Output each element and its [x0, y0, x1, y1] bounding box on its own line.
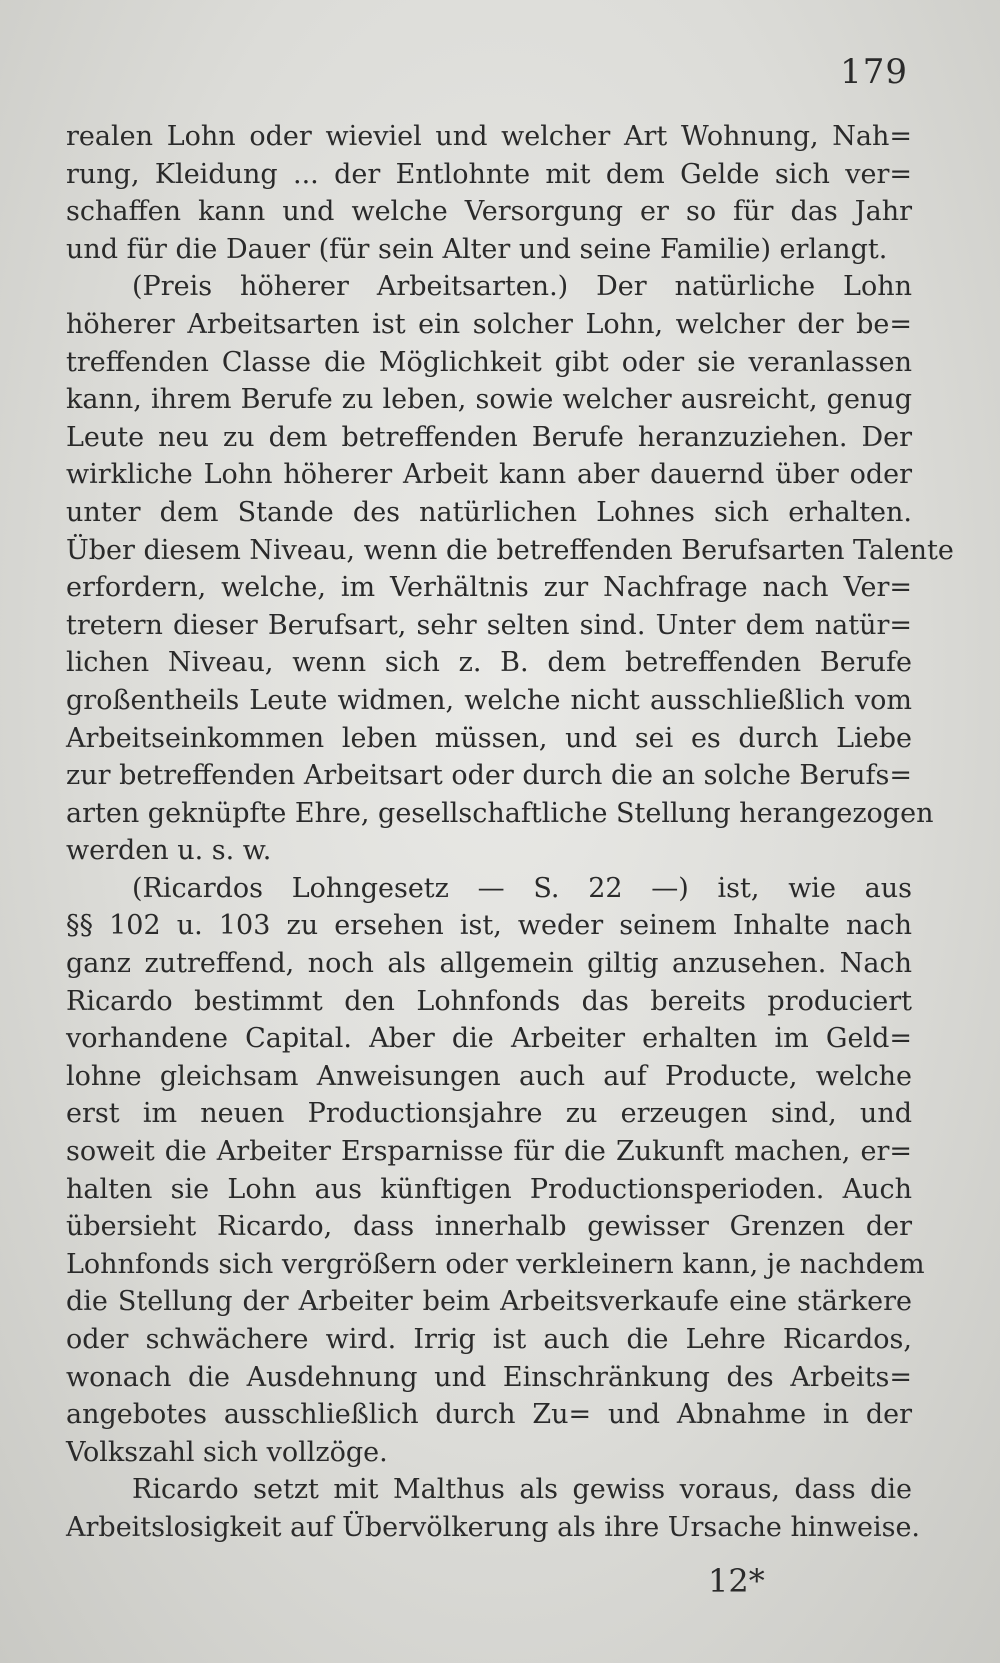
text-line: ganz zutreffend, noch als allgemein giltig anzusehen. Nach — [66, 948, 912, 980]
body-text — [66, 118, 954, 1547]
text-line: oder schwächere wird. Irrig ist auch die Lehre Ricardos, — [66, 1324, 912, 1355]
text-line: übersieht Ricardo, dass innerhalb gewisser Grenzen der — [66, 1211, 912, 1243]
text-line: kann, ihrem Berufe zu leben, sowie welcher ausreicht, genug — [66, 384, 912, 416]
text-line: schaffen kann und welche Versorgung er so für das Jahr — [66, 196, 912, 228]
text-line: §§ 102 u. 103 zu ersehen ist, weder seinem Inhalte nach — [66, 910, 912, 942]
text-line: Volkszahl sich vollzöge. — [66, 1436, 388, 1468]
text-line: lohne gleichsam Anweisungen auch auf Producte, welche — [66, 1060, 912, 1092]
text-line: soweit die Arbeiter Ersparnisse für die Zukunft machen, er= — [66, 1136, 912, 1168]
text-line: rung, Kleidung ... der Entlohnte mit dem Gelde sich ver= — [66, 158, 912, 190]
text-line: unter dem Stande des natürlichen Lohnes sich erhalten. — [66, 496, 912, 528]
text-line: Arbeitseinkommen leben müssen, und sei es durch Liebe — [66, 722, 912, 754]
text-line: zur betreffenden Arbeitsart oder durch die an solche Berufs= — [66, 760, 912, 792]
text-line: werden u. s. w. — [66, 835, 272, 867]
text-line: wirkliche Lohn höherer Arbeit kann aber dauernd über oder — [66, 459, 912, 491]
text-line: vorhandene Capital. Aber die Arbeiter erhalten im Geld= — [66, 1023, 912, 1055]
text-line: lichen Niveau, wenn sich z. B. dem betreffenden Berufe — [66, 647, 912, 679]
text-line: tretern dieser Berufsart, sehr selten sind. Unter dem natür= — [66, 609, 912, 641]
page-number: 179 — [840, 52, 908, 92]
text-line: Über diesem Niveau, wenn die betreffenden Berufsarten Talente — [66, 534, 954, 566]
text-line: wonach die Ausdehnung und Einschränkung des Arbeits= — [66, 1361, 912, 1393]
text-line: realen Lohn oder wieviel und welcher Art Wohnung, Nah= — [66, 121, 912, 152]
text-line: Leute neu zu dem betreffenden Berufe heranzuziehen. Der — [66, 421, 912, 453]
text-line: arten geknüpfte Ehre, gesellschaftliche Stellung herangezogen — [66, 797, 934, 829]
text-line: Ricardo setzt mit Malthus als gewiss voraus, dass die — [132, 1474, 912, 1506]
text-line: (Preis höherer Arbeitsarten.) Der natürliche Lohn — [132, 271, 912, 303]
text-line: erfordern, welche, im Verhältnis zur Nachfrage nach Ver= — [66, 572, 912, 604]
text-line: großentheils Leute widmen, welche nicht ausschließlich vom — [66, 684, 912, 716]
signature-mark: 12* — [708, 1562, 765, 1600]
text-line: treffenden Classe die Möglichkeit gibt oder sie veranlassen — [66, 346, 912, 378]
text-line: höherer Arbeitsarten ist ein solcher Lohn, welcher der be= — [66, 308, 912, 340]
text-line: Lohnfonds sich vergrößern oder verkleinern kann, je nachdem — [66, 1248, 925, 1280]
text-line: die Stellung der Arbeiter beim Arbeitsverkaufe eine stärkere — [66, 1286, 912, 1318]
text-line: und für die Dauer (für sein Alter und seine Familie) erlangt. — [66, 233, 888, 265]
text-line: halten sie Lohn aus künftigen Productionsperioden. Auch — [66, 1173, 912, 1205]
text-line: Ricardo bestimmt den Lohnfonds das bereits produciert — [66, 985, 912, 1017]
text-line: Arbeitslosigkeit auf Übervölkerung als ihre Ursache hinweise. — [66, 1511, 921, 1543]
text-line: angebotes ausschließlich durch Zu= und Abnahme in der — [66, 1399, 912, 1431]
text-line: (Ricardos Lohngesetz — S. 22 —) ist, wie aus — [132, 872, 912, 904]
text-line: erst im neuen Productionsjahre zu erzeugen sind, und — [66, 1098, 912, 1130]
